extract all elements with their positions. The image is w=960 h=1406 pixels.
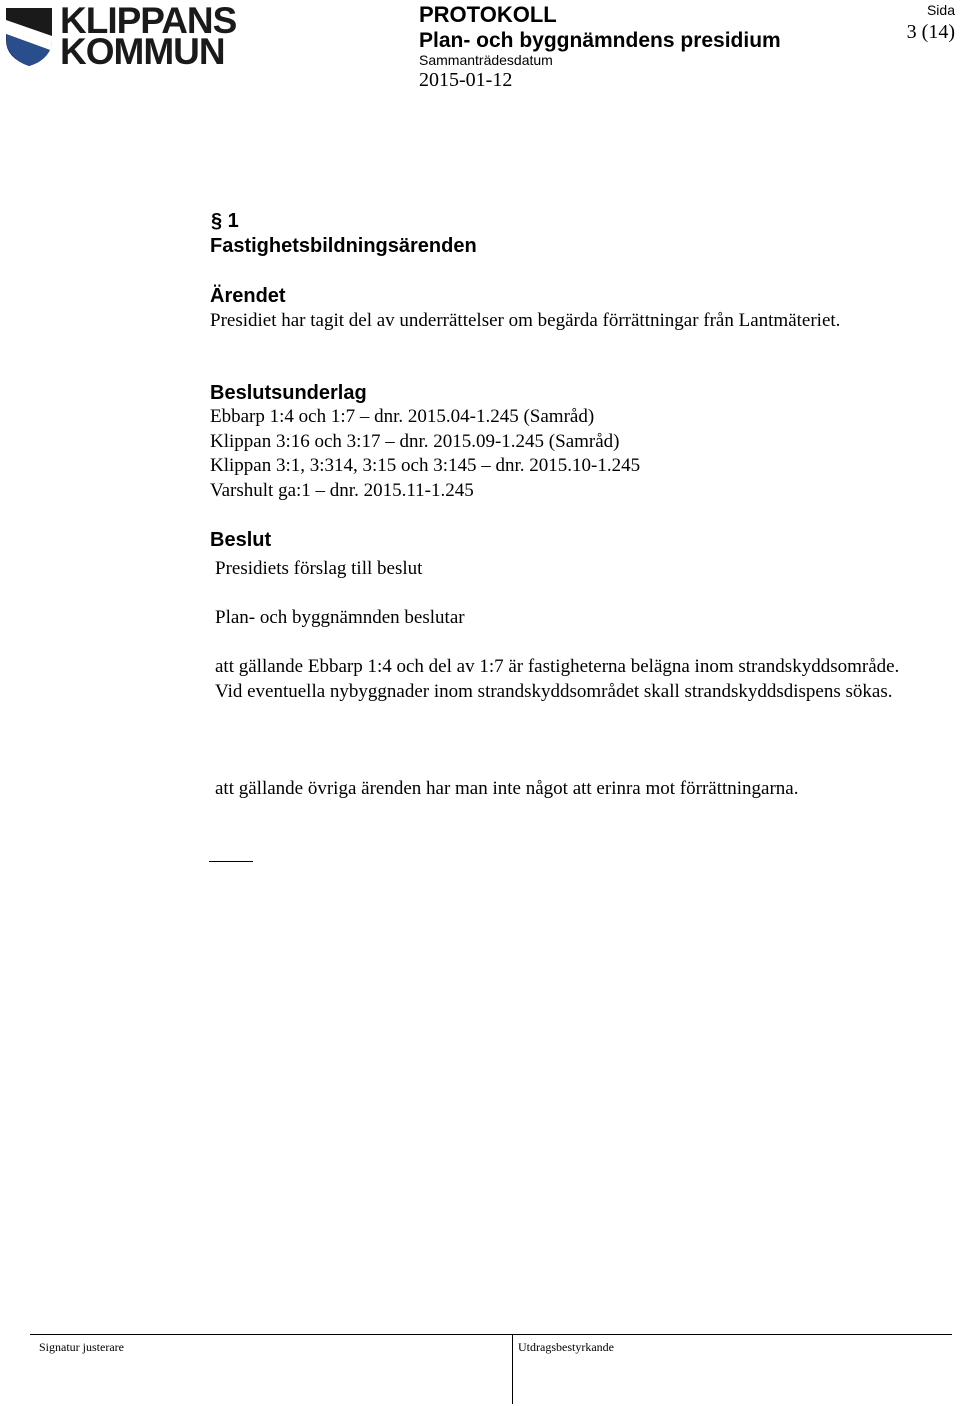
decision-1-note: Vid eventuella nybyggnader inom strandskyddsområdet skall strandskyddsdispens sökas.: [215, 680, 893, 702]
logo-text-line1: KLIPPANS: [60, 0, 237, 41]
end-rule: [209, 861, 253, 862]
logo-text-line2: KOMMUN: [60, 31, 225, 72]
extract-label: Utdragsbestyrkande: [518, 1340, 614, 1354]
date-label: Sammanträdesdatum: [419, 52, 553, 68]
list-item: Ebbarp 1:4 och 1:7 – dnr. 2015.04-1.245 (Samråd): [210, 406, 595, 427]
list-item: Klippan 3:1, 3:314, 3:15 och 3:145 – dnr. 2015.10-1.245: [210, 455, 641, 476]
decision-item-2: att gällande övriga ärenden har man inte något att erinra mot förrättningarna.: [215, 778, 799, 799]
meeting-date: 2015-01-12: [419, 69, 513, 91]
decision-1-text: att gällande Ebbarp 1:4 och del av 1:7 är fastigheterna belägna inom strandskyddsområde.: [215, 656, 900, 677]
municipality-logo: [4, 0, 237, 72]
beslut-nature: Plan- och byggnämnden beslutar: [215, 607, 465, 628]
beslut-intro: Presidiets förslag till beslut: [215, 558, 423, 579]
document-type: PROTOKOLL: [419, 2, 557, 27]
section-title: Fastighetsbildningsärenden: [210, 235, 477, 257]
footer-rule: [30, 1334, 952, 1335]
heading-beslut: Beslut: [210, 529, 272, 551]
heading-arendet: Ärendet: [210, 285, 286, 307]
arendet-text: Presidiet har tagit del av underrättelser om begärda förrättningar från Lantmäteriet.: [210, 310, 841, 331]
footer-divider: [512, 1334, 513, 1404]
page-number: 3 (14): [906, 21, 955, 43]
signature-label: Signatur justerare: [39, 1340, 124, 1354]
committee-name: Plan- och byggnämndens presidium: [419, 29, 781, 52]
decision-item-1: [215, 655, 945, 704]
heading-beslutsunderlag: Beslutsunderlag: [210, 382, 367, 404]
paragraph-number: § 1: [211, 210, 239, 232]
shield-emblem-icon: [4, 6, 54, 68]
page-label: Sida: [926, 2, 955, 18]
list-item: Varshult ga:1 – dnr. 2015.11-1.245: [210, 479, 474, 501]
beslutsunderlag-list: [210, 405, 640, 503]
list-item: Klippan 3:16 och 3:17 – dnr. 2015.09-1.245 (Samråd): [210, 430, 620, 452]
